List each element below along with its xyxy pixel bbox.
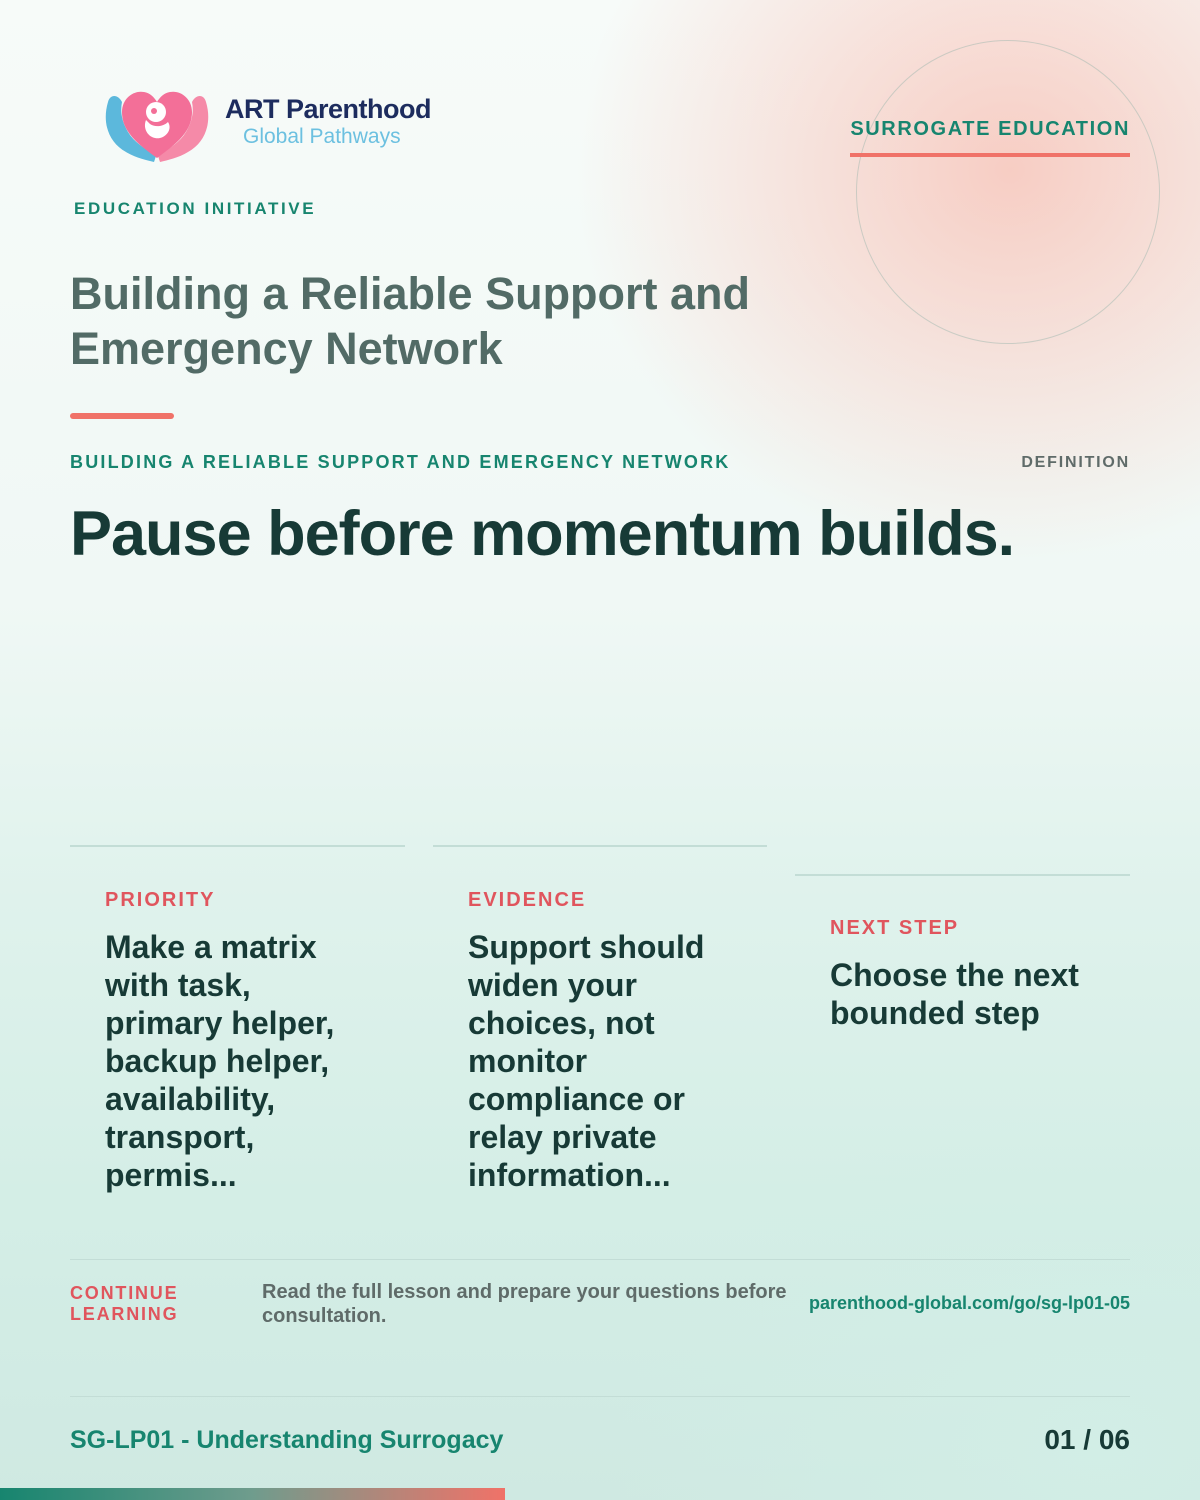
section-label: BUILDING A RELIABLE SUPPORT AND EMERGENCY NETWORK bbox=[70, 452, 731, 472]
card-text: Support should widen your choices, not monitor compliance or relay private information... bbox=[468, 929, 705, 1193]
section-type-tag: DEFINITION bbox=[1021, 454, 1130, 471]
heart-hands-icon bbox=[100, 74, 214, 174]
brand-name: ART Parenthood bbox=[225, 94, 431, 124]
card-priority bbox=[70, 845, 405, 1207]
card-text: Choose the next bounded step bbox=[830, 957, 1079, 1031]
course-code: SG-LP01 - Understanding Surrogacy bbox=[70, 1426, 504, 1454]
category-tag: SURROGATE EDUCATION bbox=[850, 118, 1130, 157]
lesson-link[interactable]: parenthood-global.com/go/sg-lp01-05 bbox=[808, 1293, 1130, 1313]
card-label: PRIORITY bbox=[105, 889, 216, 911]
brand-tagline: Global Pathways bbox=[243, 125, 401, 148]
page-indicator: 01 / 06 bbox=[1044, 1424, 1130, 1455]
title-underline bbox=[70, 413, 174, 419]
progress-accent-bar bbox=[0, 1488, 505, 1500]
kicker-label: EDUCATION INITIATIVE bbox=[74, 199, 317, 218]
divider bbox=[70, 1259, 1130, 1260]
cta-text: Read the full lesson and prepare your questions before consultation. bbox=[262, 1281, 787, 1327]
card-evidence bbox=[433, 845, 767, 1207]
card-text: Make a matrix with task, primary helper, backup helper, availability, transport, permis... bbox=[105, 929, 335, 1193]
card-label: EVIDENCE bbox=[468, 889, 587, 911]
headline: Pause before momentum builds. bbox=[70, 499, 1015, 569]
decorative-circle bbox=[856, 40, 1160, 344]
card-label: NEXT STEP bbox=[830, 917, 960, 939]
divider bbox=[70, 1396, 1130, 1397]
page-title: Building a Reliable Support and Emergency Network bbox=[70, 268, 751, 374]
cta-label: CONTINUE LEARNING bbox=[70, 1283, 179, 1324]
card-next-step bbox=[795, 874, 1130, 1206]
